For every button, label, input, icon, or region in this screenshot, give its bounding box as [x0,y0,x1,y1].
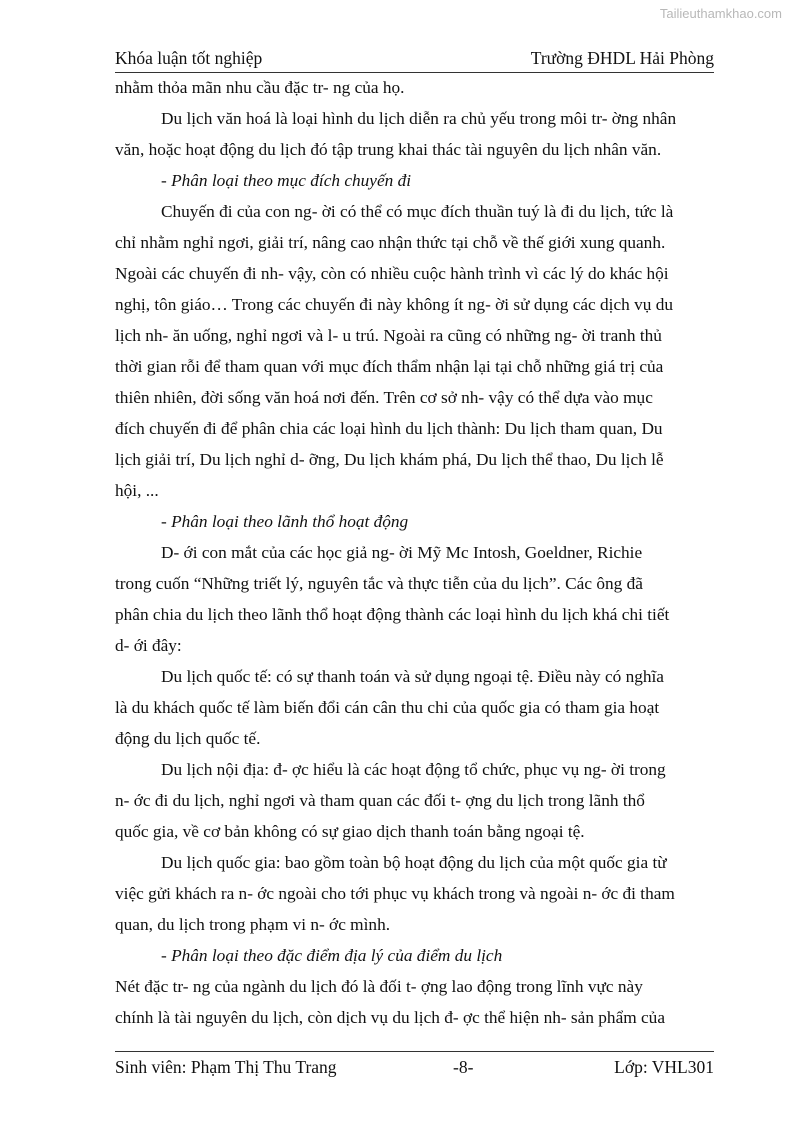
text-line: Du lịch quốc tế: có sự thanh toán và sử dụng ngoại tệ. Điều này có nghĩa [161,667,664,686]
text-line: hội, ... [115,481,159,500]
text-line: Chuyến đi của con ng- ời có thể có mục đích thuần tuý là đi du lịch, tức là [161,202,674,221]
watermark: Tailieuthamkhao.com [659,6,782,21]
footer-student-name: Sinh viên: Phạm Thị Thu Trang [115,1057,337,1077]
footer-class: Lớp: VHL301 [614,1057,714,1077]
header-thesis-title: Khóa luận tốt nghiệp [115,48,263,68]
text-line: lịch giải trí, Du lịch nghỉ d- ỡng, Du lịch khám phá, Du lịch thể thao, Du lịch lễ [115,450,664,469]
text-line: việc gửi khách ra n- ớc ngoài cho tới phục vụ khách trong và ngoài n- ớc đi tham [115,884,675,903]
page-number: -8- [453,1057,474,1077]
text-line: D- ới con mắt của các học giả ng- ời Mỹ Mc Intosh, Goeldner, Richie [161,543,643,562]
text-line: chính là tài nguyên du lịch, còn dịch vụ du lịch đ- ợc thể hiện nh- sản phẩm của [115,1008,665,1027]
text-line: trong cuốn “Những triết lý, nguyên tắc và thực tiễn của du lịch”. Các ông đã [115,574,643,593]
text-line: n- ớc đi du lịch, nghỉ ngơi và tham quan các đối t- ợng du lịch trong lãnh thổ [115,791,645,810]
text-line: quan, du lịch trong phạm vi n- ớc mình. [115,915,391,934]
text-line: d- ới đây: [115,636,182,655]
section-heading: - Phân loại theo đặc điểm địa lý của điểm du lịch [161,946,503,965]
document-body [115,72,715,1033]
text-line: là du khách quốc tế làm biến đổi cán cân thu chi của quốc gia có tham gia hoạt [115,698,660,717]
text-line: Ngoài các chuyến đi nh- vậy, còn có nhiều cuộc hành trình vì các lý do khác hội [115,264,669,283]
page-header [115,48,714,73]
text-line: phân chia du lịch theo lãnh thổ hoạt động thành các loại hình du lịch khá chi tiết [115,605,670,624]
section-heading: - Phân loại theo lãnh thổ hoạt động [161,512,409,531]
section-heading: - Phân loại theo mục đích chuyến đi [161,171,412,190]
text-line: văn, hoặc hoạt động du lịch đó tập trung khai thác tài nguyên du lịch nhân văn. [115,140,662,159]
text-line: Nét đặc tr- ng của ngành du lịch đó là đối t- ợng lao động trong lĩnh vực này [115,977,643,996]
text-line: Du lịch quốc gia: bao gồm toàn bộ hoạt động du lịch của một quốc gia từ [161,853,667,872]
text-line: lịch nh- ăn uống, nghỉ ngơi và l- u trú. Ngoài ra cũng có những ng- ời tranh thủ [115,326,662,345]
text-line: động du lịch quốc tế. [115,729,261,748]
page-footer [115,1051,714,1078]
text-line: thời gian rỗi để tham quan với mục đích thẩm nhận lại tại chỗ những giá trị của [115,357,664,376]
header-university: Trường ĐHDL Hải Phòng [530,48,714,68]
text-line: chỉ nhằm nghỉ ngơi, giải trí, nâng cao nhận thức tại chỗ về thế giới xung quanh. [115,233,666,252]
text-line: Du lịch nội địa: đ- ợc hiểu là các hoạt động tổ chức, phục vụ ng- ời trong [161,760,666,779]
text-line: Du lịch văn hoá là loại hình du lịch diễn ra chủ yếu trong môi tr- ờng nhân [161,109,677,128]
text-line: thiên nhiên, đời sống văn hoá nơi đến. Trên cơ sở nh- vậy có thể dựa vào mục [115,388,653,407]
text-line: nhằm thỏa mãn nhu cầu đặc tr- ng của họ. [115,78,405,97]
text-line: nghị, tôn giáo… Trong các chuyến đi này không ít ng- ời sử dụng các dịch vụ du [115,295,673,314]
text-line: đích chuyến đi để phân chia các loại hình du lịch thành: Du lịch tham quan, Du [115,419,663,438]
text-line: quốc gia, về cơ bản không có sự giao dịch thanh toán bằng ngoại tệ. [115,822,585,841]
